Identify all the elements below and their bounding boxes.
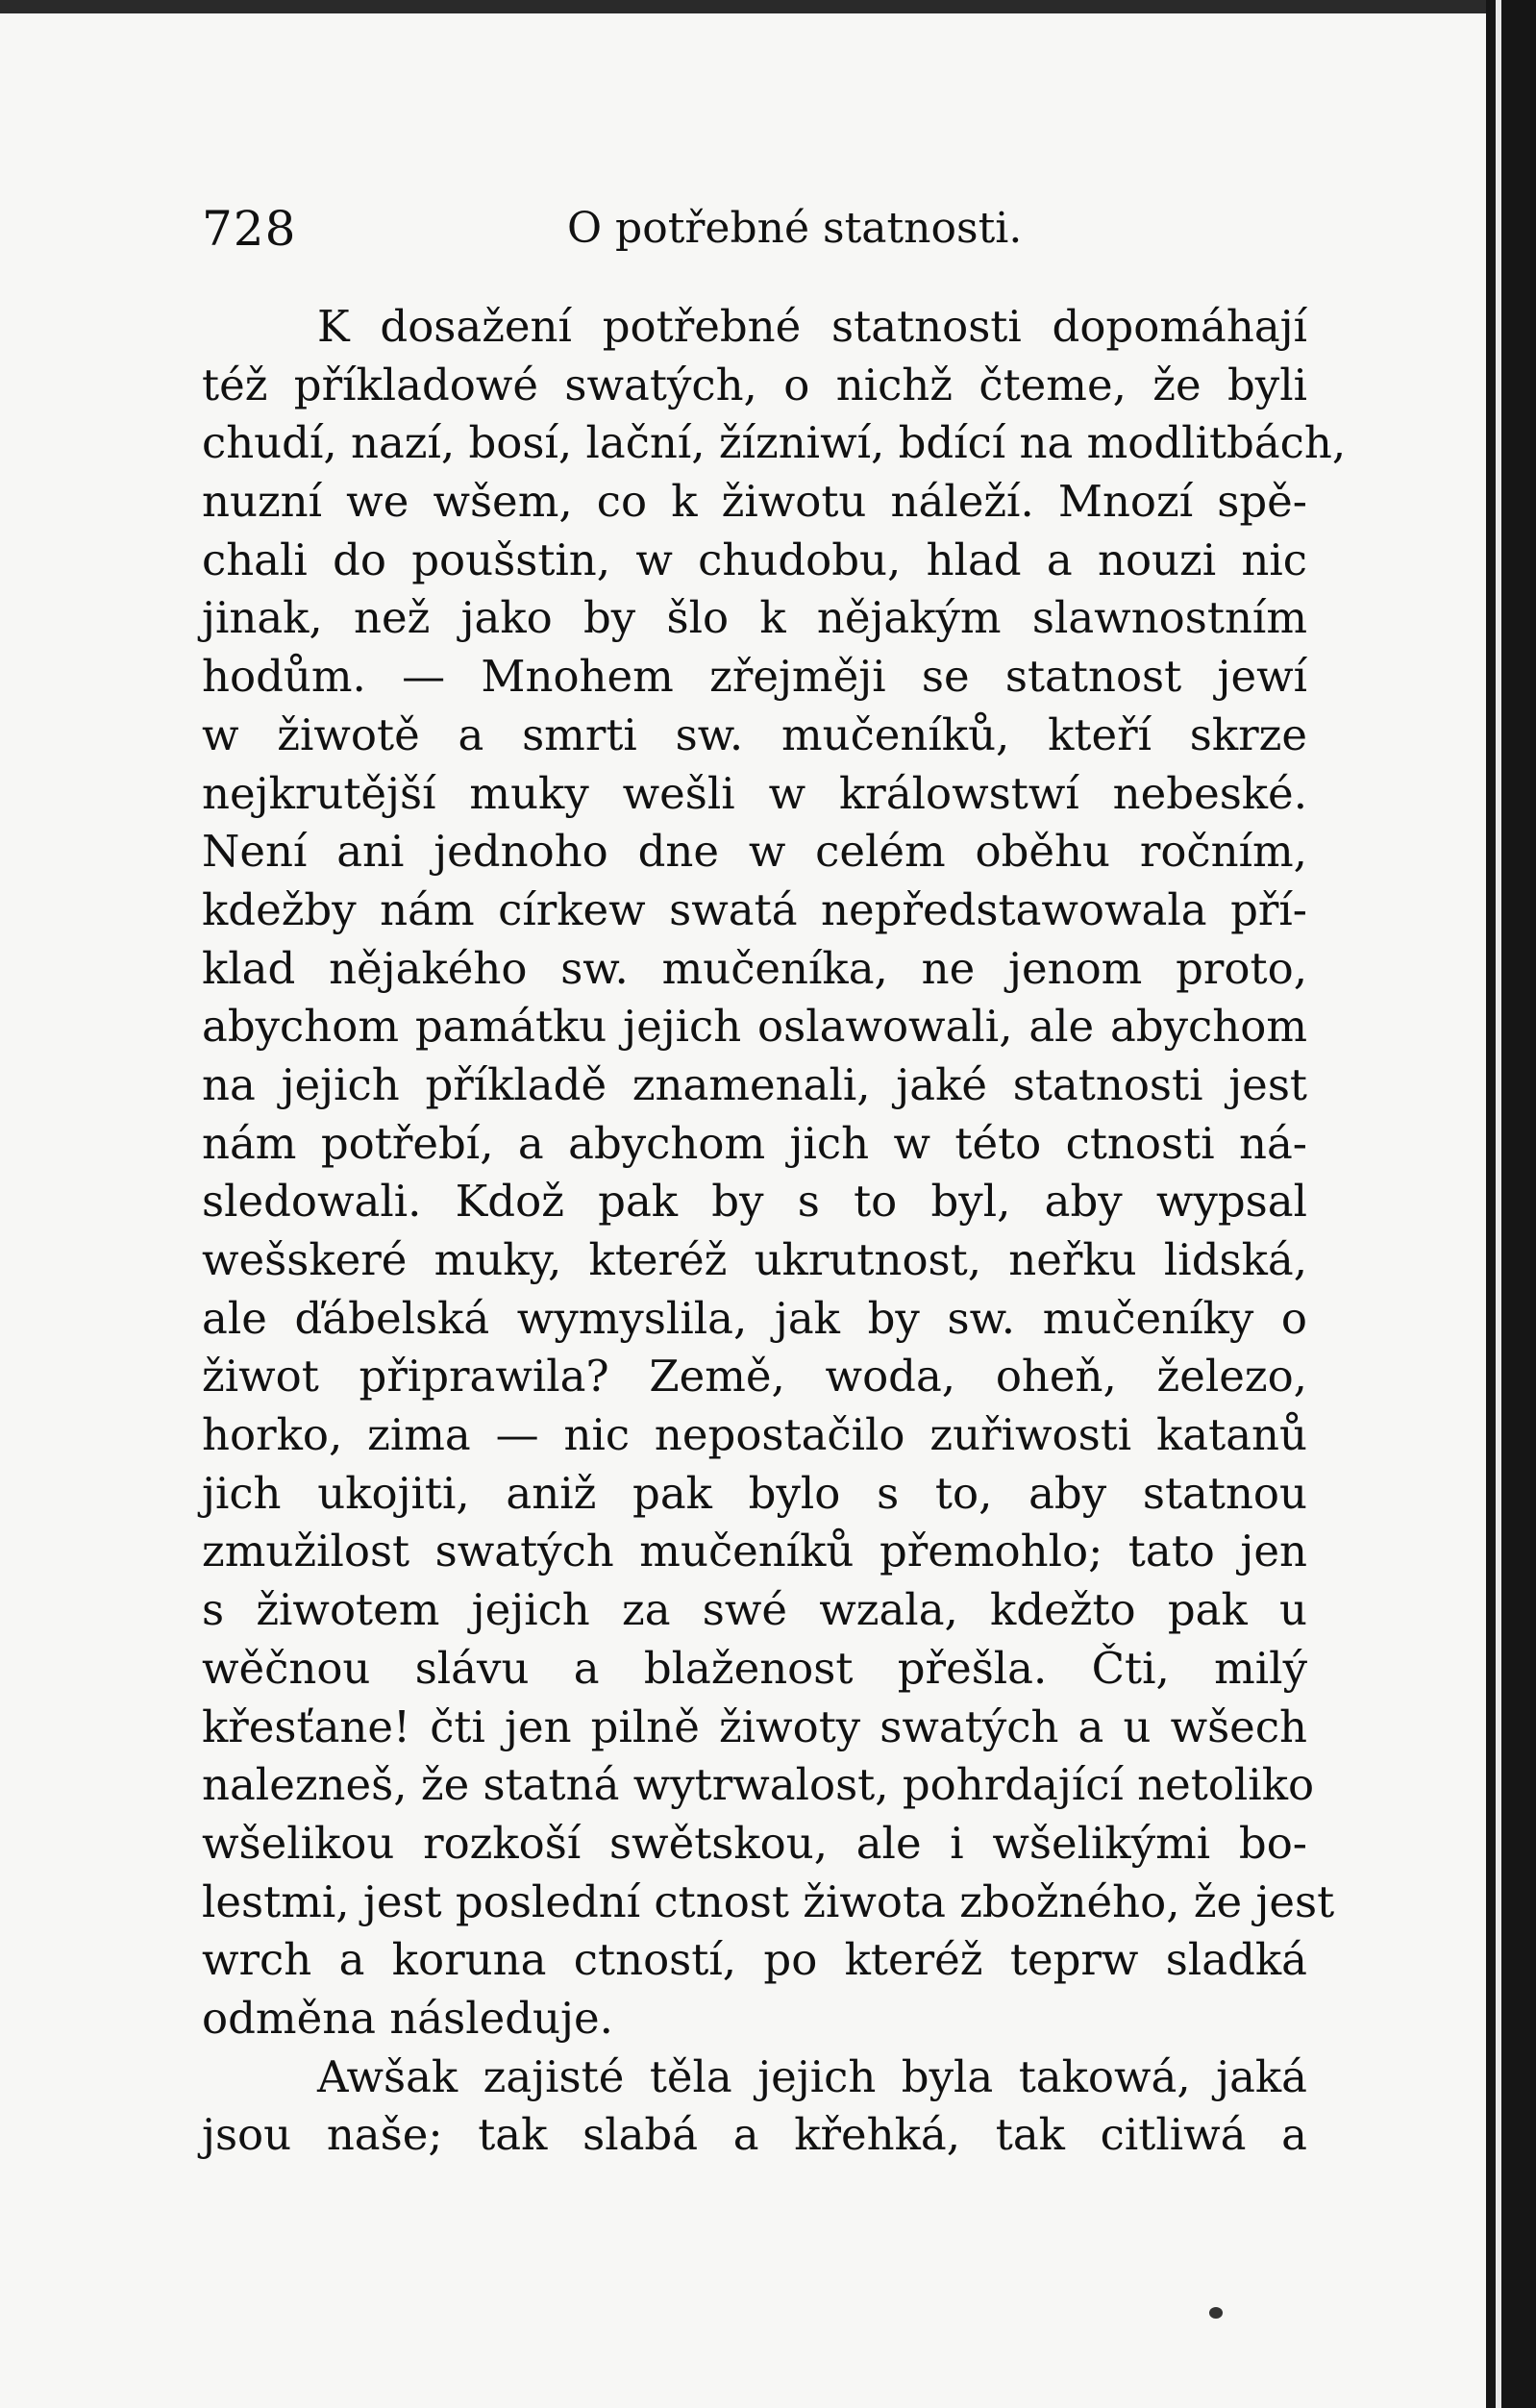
page-number: 728: [202, 201, 297, 257]
text-line: na jejich příkladě znamenali, jaké statnosti jest: [202, 1058, 1307, 1110]
text-line: Awšak zajisté těla jejich byla takowá, jaká: [317, 2050, 1307, 2102]
text-line: sledowali. Kdož pak by s to byl, aby wypsal: [202, 1176, 1307, 1228]
text-line: abychom památku jejich oslawowali, ale abychom: [202, 1001, 1307, 1053]
text-line: wěčnou slávu a blaženost přešla. Čti, milý: [202, 1642, 1307, 1694]
text-line: s žiwotem jejich za swé wzala, kdežto pak u: [202, 1584, 1307, 1636]
text-line: klad nějakého sw. mučeníka, ne jenom proto,: [202, 942, 1307, 994]
body-text: [202, 298, 1347, 2165]
text-line: jich ukojiti, aniž pak bylo s to, aby statnou: [202, 1467, 1307, 1519]
text-line: wrch a koruna ctností, po kteréž teprw sladká: [202, 1934, 1307, 1986]
scan-right-gutter: [1486, 0, 1536, 2408]
text-line: wešskeré muky, kteréž ukrutnost, neřku lidská,: [202, 1234, 1307, 1285]
text-line: křesťane! čti jen pilně žiwoty swatých a u wšech: [202, 1700, 1307, 1752]
text-line: též příkladowé swatých, o nichž čteme, že byli: [202, 359, 1307, 410]
text-line: wšelikou rozkoší swětskou, ale i wšelikými bo-: [202, 1817, 1307, 1869]
text-line: nalezneš, že statná wytrwalost, pohrdající netoliko: [202, 1759, 1315, 1811]
text-line: žiwot připrawila? Země, woda, oheň, železo,: [202, 1351, 1307, 1403]
text-line: zmužilost swatých mučeníků přemohlo; tato jen: [202, 1526, 1307, 1577]
ink-speck: [1209, 2307, 1223, 2319]
text-line: ale ďábelská wymyslila, jak by sw. mučeníky o: [202, 1292, 1307, 1344]
text-line: nejkrutější muky wešli w králowstwí nebeské.: [202, 767, 1307, 819]
text-line: Není ani jednoho dne w celém oběhu ročním,: [202, 826, 1307, 878]
text-line: K dosažení potřebné statnosti dopomáhají: [317, 301, 1307, 352]
scan-gutter-highlight: [1496, 0, 1501, 2408]
text-line: odměna následuje.: [202, 1992, 613, 2044]
scan-top-edge: [0, 0, 1536, 13]
text-line: kdežby nám církew swatá nepředstawowala pří-: [202, 883, 1307, 935]
text-line: lestmi, jest poslední ctnost žiwota zbožného, že jest: [202, 1875, 1335, 1927]
page-header: [202, 200, 1307, 258]
running-head: O potřebné statnosti.: [567, 204, 1023, 253]
text-line: nám potřebí, a abychom jich w této ctnosti ná-: [202, 1117, 1307, 1169]
text-line: horko, zima — nic nepostačilo zuřiwosti katanů: [202, 1409, 1307, 1461]
text-line: chudí, nazí, bosí, lační, žízniwí, bdící na modlitbách,: [202, 417, 1347, 469]
text-line: w žiwotě a smrti sw. mučeníků, kteří skrze: [202, 708, 1307, 760]
text-line: hodům. — Mnohem zřejměji se statnost jewí: [202, 651, 1307, 703]
text-line: jsou naše; tak slabá a křehká, tak citliwá a: [202, 2109, 1307, 2161]
text-line: nuzní we wšem, co k žiwotu náleží. Mnozí spě-: [202, 476, 1307, 528]
text-line: jinak, než jako by šlo k nějakým slawnostním: [202, 592, 1307, 644]
text-line: chali do poušstin, w chudobu, hlad a nouzi nic: [202, 534, 1307, 585]
